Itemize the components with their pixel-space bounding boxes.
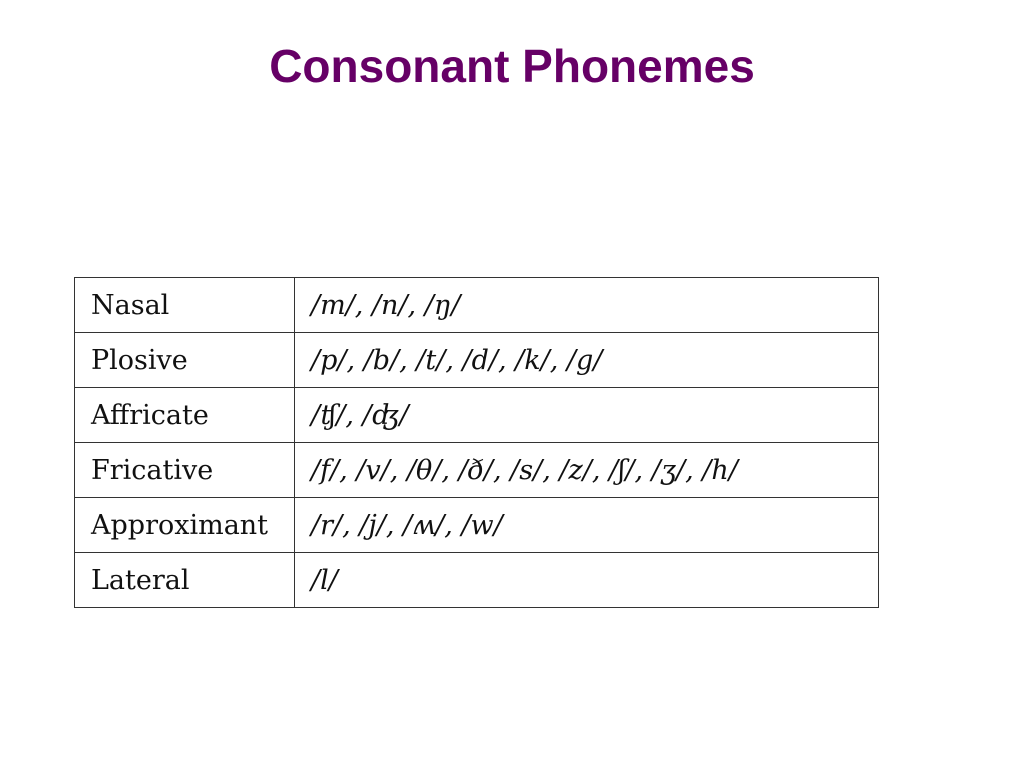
category-cell: Lateral [75,553,295,608]
consonant-table [74,277,879,608]
phonemes-cell: /p/, /b/, /t/, /d/, /k/, /g/ [295,333,879,388]
category-cell: Approximant [75,498,295,553]
table-row [75,553,879,608]
phonemes-cell: /ʧ/, /ʤ/ [295,388,879,443]
slide-title: Consonant Phonemes [269,40,755,92]
phonemes-cell: /r/, /j/, /ʍ/, /w/ [295,498,879,553]
table-row [75,498,879,553]
category-cell: Nasal [75,278,295,333]
table-row [75,333,879,388]
table-row [75,388,879,443]
table-row [75,278,879,333]
category-cell: Fricative [75,443,295,498]
phonemes-cell: /m/, /n/, /ŋ/ [295,278,879,333]
phonemes-cell: /l/ [295,553,879,608]
phonemes-cell: /f/, /v/, /θ/, /ð/, /s/, /z/, /ʃ/, /ʒ/, /h/ [295,443,879,498]
category-cell: Plosive [75,333,295,388]
table-row [75,443,879,498]
category-cell: Affricate [75,388,295,443]
